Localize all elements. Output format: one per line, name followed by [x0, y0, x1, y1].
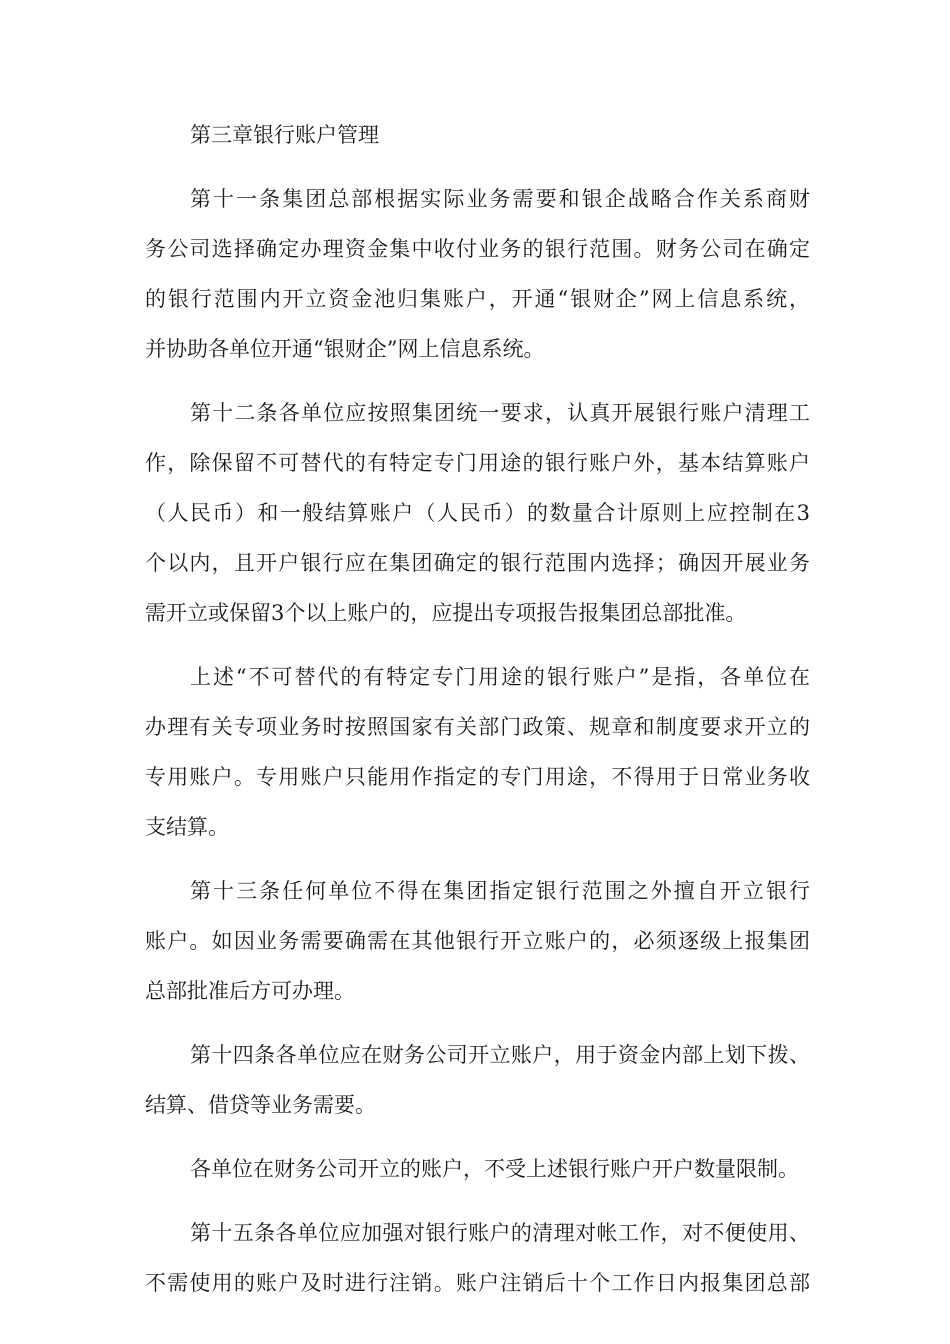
- paragraph-line: 账户。如因业务需要确需在其他银行开立账户的，必须逐级上报集团: [145, 929, 810, 953]
- article-11-paragraph: [145, 174, 810, 374]
- paragraph-line: 总部批准后方可办理。: [145, 979, 355, 1003]
- paragraph-line: 不需使用的账户及时进行注销。账户注销后十个工作日内报集团总部: [145, 1271, 810, 1295]
- paragraph-line: 需开立或保留3个以上账户的，应提出专项报告报集团总部批准。: [145, 601, 747, 625]
- paragraph-line: 务公司选择确定办理资金集中收付业务的银行范围。财务公司在确定: [145, 237, 810, 261]
- paragraph-line: 第十五条各单位应加强对银行账户的清理对帐工作，对不便使用、: [190, 1221, 810, 1245]
- paragraph-line: 第十二条各单位应按照集团统一要求，认真开展银行账户清理工: [190, 401, 810, 425]
- document-body: [145, 110, 810, 1308]
- paragraph-line: 作，除保留不可替代的有特定专门用途的银行账户外，基本结算账户: [145, 451, 810, 475]
- special-account-definition-paragraph: [145, 652, 810, 852]
- paragraph-line: 结算、借贷等业务需要。: [145, 1093, 376, 1117]
- account-limit-exemption-paragraph: [145, 1144, 810, 1194]
- article-14-paragraph: [145, 1030, 810, 1130]
- paragraph-line: （人民币）和一般结算账户（人民币）的数量合计原则上应控制在3: [145, 501, 810, 525]
- paragraph-line: 第十一条集团总部根据实际业务需要和银企战略合作关系商财: [190, 187, 810, 211]
- paragraph-line: 并协助各单位开通“银财企”网上信息系统。: [145, 337, 545, 361]
- article-13-paragraph: [145, 866, 810, 1016]
- paragraph-line: 个以内，且开户银行应在集团确定的银行范围内选择；确因开展业务: [145, 551, 810, 575]
- paragraph-line: 专用账户。专用账户只能用作指定的专门用途，不得用于日常业务收: [145, 765, 810, 789]
- paragraph-line: 各单位在财务公司开立的账户，不受上述银行账户开户数量限制。: [190, 1157, 799, 1181]
- paragraph-line: 的银行范围内开立资金池归集账户，开通“银财企”网上信息系统，: [145, 287, 810, 311]
- paragraph-line: 第十四条各单位应在财务公司开立账户，用于资金内部上划下拨、: [190, 1043, 810, 1067]
- paragraph-line: 第三章银行账户管理: [190, 123, 379, 147]
- paragraph-line: 上述“不可替代的有特定专门用途的银行账户”是指，各单位在: [190, 665, 810, 689]
- paragraph-line: 第十三条任何单位不得在集团指定银行范围之外擅自开立银行: [190, 879, 810, 903]
- paragraph-line: 支结算。: [145, 815, 229, 839]
- article-12-paragraph: [145, 388, 810, 638]
- paragraph-line: 办理有关专项业务时按照国家有关部门政策、规章和制度要求开立的: [145, 715, 810, 739]
- article-15-paragraph: [145, 1208, 810, 1308]
- chapter-heading: [145, 110, 810, 160]
